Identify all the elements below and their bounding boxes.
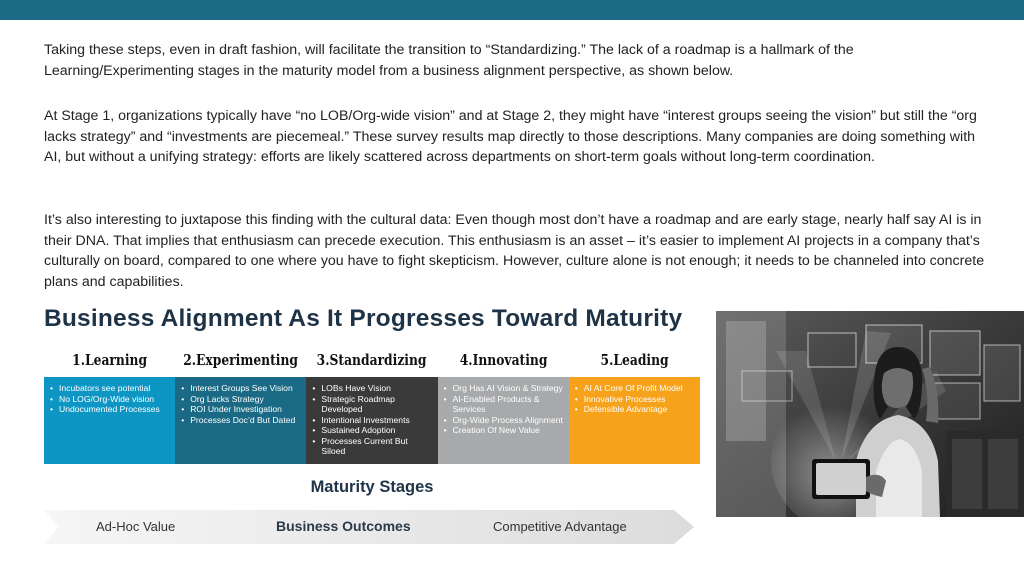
stage-item: • Undocumented Processes [50,404,171,415]
arrow-label-competitive-advantage: Competitive Advantage [493,519,627,534]
stage-item: • Innovative Processes [575,394,696,405]
stage-item: • ROI Under Investigation [181,404,302,415]
maturity-stages-grid [44,343,700,464]
stage-item: • Interest Groups See Vision [181,383,302,394]
stage-item: • Org-Wide Process Alignment [444,415,565,426]
stage-learning [44,343,175,464]
arrow-label-business-outcomes: Business Outcomes [276,518,411,534]
stage-box [569,377,700,464]
stage-item: • Org Has AI Vision & Strategy [444,383,565,394]
top-banner [0,0,1024,20]
arrow-label-adhoc: Ad-Hoc Value [96,519,176,534]
stage-item: • LOBs Have Vision [312,383,433,394]
paragraph-stages: At Stage 1, organizations typically have “no LOB/Org-wide vision” and at Stage 2, they might have “interest groups seeing the vision” but still the “org lacks strategy” and “investments are piecemeal.” These survey results map directly to those descriptions. Many companies are doing something with AI, but without a unifying strategy: efforts are likely scattered across departments on short-term goals without long-term coordination. [44,108,977,165]
woman-with-tablet-photo [716,311,1024,517]
stage-innovating [438,343,569,464]
graphic-title: Business Alignment As It Progresses Toward Maturity [44,305,683,332]
stage-item: • Incubators see potential [50,383,171,394]
maturity-stages-label: Maturity Stages [310,478,434,496]
stage-heading: 1.Learning [72,351,148,369]
stage-item: • Org Lacks Strategy [181,394,302,405]
stage-box [175,377,306,464]
stage-leading [569,343,700,464]
stage-standardizing [306,343,437,464]
stage-item: • Sustained Adoption [312,425,433,436]
stage-heading: 2.Experimenting [183,351,299,369]
stage-box [306,377,437,464]
stage-item: • Processes Doc’d But Dated [181,415,302,426]
paragraph-roadmap: Taking these steps, even in draft fashion, will facilitate the transition to “Standardizing.” The lack of a roadmap is a hallmark of the Learning/Experimenting stages in the maturity model from a business alignment perspective, as shown below. [44,42,854,79]
stage-item: • AI-Enabled Products & Services [444,394,565,415]
stage-item: • AI At Core Of Profit Model [575,383,696,394]
stage-item: • Creation Of New Value [444,425,565,436]
stage-experimenting [175,343,306,464]
paragraph-culture: It’s also interesting to juxtapose this finding with the cultural data: Even though most don’t have a roadmap and are early stage, nearly half say AI is in their DNA. That implies that enthusiasm can precede execution. This enthusiasm is an asset – it’s easier to implement AI projects in a company that’s culturally on board, compared to one where you have to fight skepticism. However, culture alone is not enough; it needs to be channeled into concrete plans and capabilities. [44,212,985,290]
stage-item: • Defensible Advantage [575,404,696,415]
stage-item: • Strategic Roadmap Developed [312,394,433,415]
stage-heading: 4.Innovating [459,351,548,369]
stage-heading: 5.Leading [600,351,669,369]
stage-item: • Processes Current But Siloed [312,436,433,457]
stage-item: • No LOG/Org-Wide vision [50,394,171,405]
stage-heading: 3.Standardizing [317,351,427,369]
stage-item: • Intentional Investments [312,415,433,426]
stage-box [438,377,569,464]
photo-illustration [716,311,1024,517]
stage-box [44,377,175,464]
